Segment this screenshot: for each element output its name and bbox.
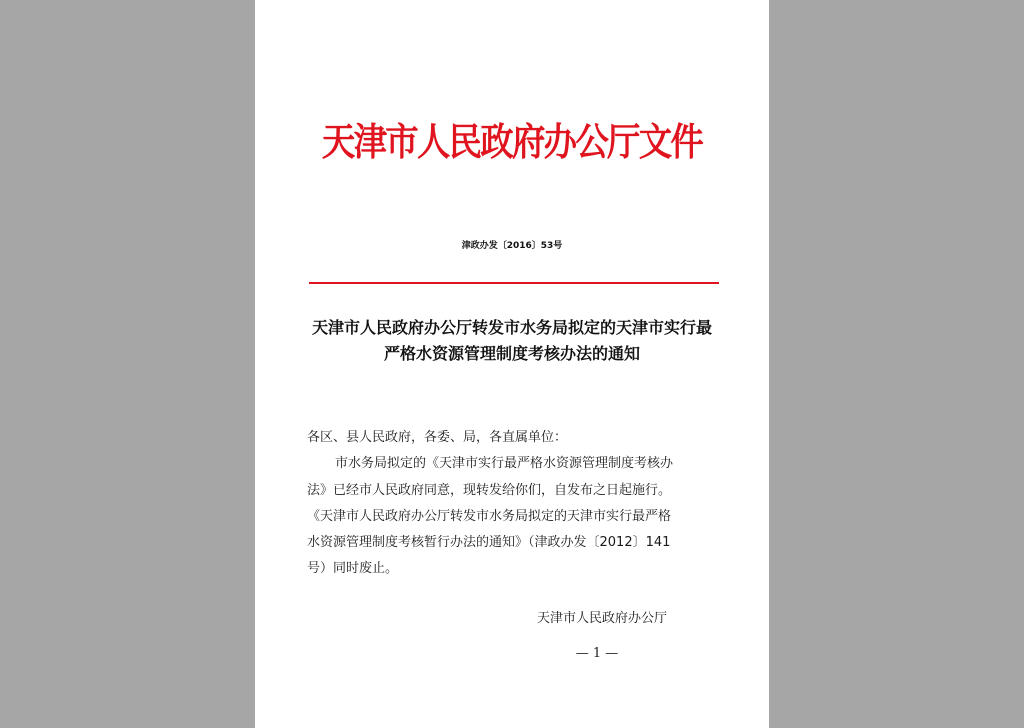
salutation: 各区、县人民政府，各委、局，各直属单位： [307, 430, 568, 445]
body-text-line: 《天津市人民政府办公厅转发市水务局拟定的天津市实行最严格 [307, 509, 672, 524]
notice-title-line: 严格水资源管理制度考核办法的通知 [383, 344, 640, 363]
notice-title-line: 天津市人民政府办公厅转发市水务局拟定的天津市实行最 [311, 318, 712, 337]
page-number: — 1 — [575, 646, 619, 661]
body-text-line: 法》已经市人民政府同意，现转发给你们，自发布之日起施行。 [307, 483, 672, 498]
document-page [255, 0, 769, 728]
document-number: 津政办发〔2016〕53号 [461, 241, 563, 251]
body-text-line: 水资源管理制度考核暂行办法的通知》（津政办发〔2012〕141 [307, 535, 671, 550]
body-text-line: 号）同时废止。 [307, 561, 399, 576]
red-divider [309, 282, 719, 284]
issuing-office: 天津市人民政府办公厅 [537, 611, 668, 626]
body-text-line: 市水务局拟定的《天津市实行最严格水资源管理制度考核办 [335, 456, 674, 471]
masthead-title: 天津市人民政府办公厅文件 [321, 120, 703, 164]
